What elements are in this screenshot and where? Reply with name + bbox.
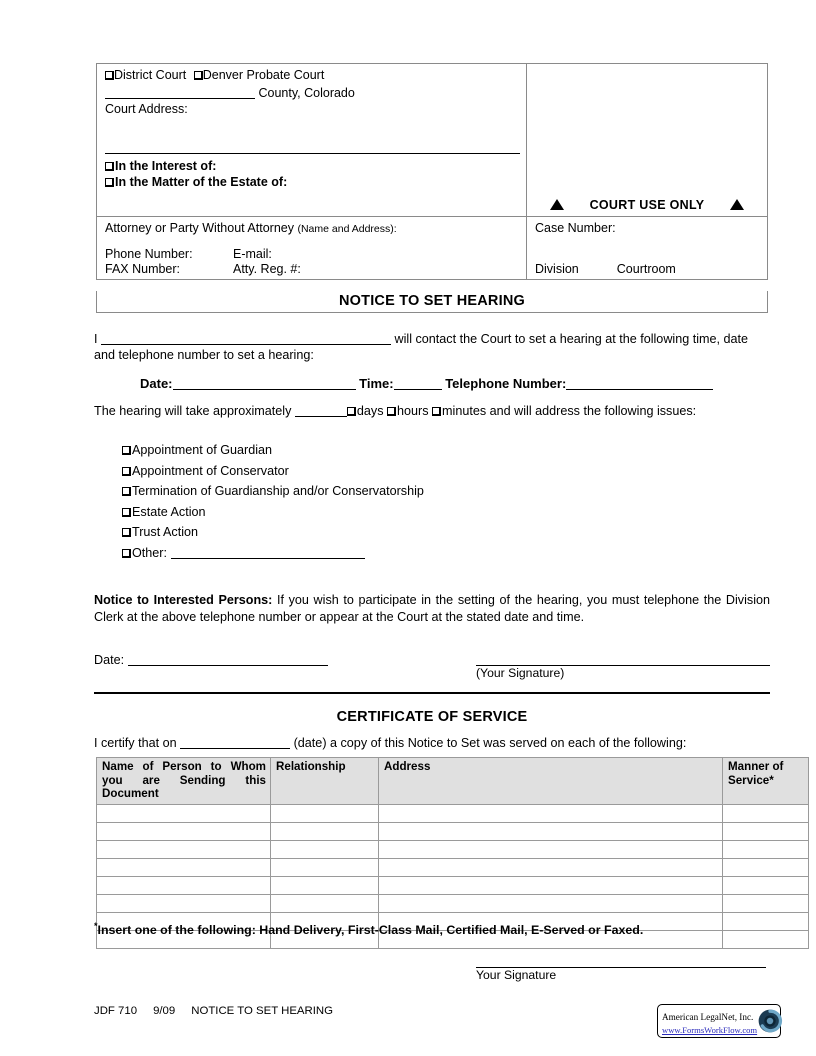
duration-minutes-label: minutes bbox=[442, 404, 487, 418]
issue-guardian-checkbox[interactable] bbox=[122, 446, 131, 455]
legalnet-swirl-icon bbox=[757, 1008, 783, 1034]
cell-address[interactable] bbox=[379, 840, 723, 858]
column-header-manner-of-service: Manner of Service* bbox=[723, 758, 809, 805]
court-address-label: Court Address: bbox=[105, 102, 188, 116]
asterisk-icon: * bbox=[94, 921, 98, 931]
cell-manner[interactable] bbox=[723, 858, 809, 876]
cell-relationship[interactable] bbox=[271, 822, 379, 840]
service-footnote-text: Insert one of the following: Hand Delivery, First-Class Mail, Certified Mail, E-Served or Faxed. bbox=[97, 923, 644, 937]
issue-conservator-label: Appointment of Conservator bbox=[132, 463, 289, 478]
cell-name[interactable] bbox=[97, 858, 271, 876]
cell-name[interactable] bbox=[97, 822, 271, 840]
cell-address[interactable] bbox=[379, 894, 723, 912]
interested-persons-heading: Notice to Interested Persons: bbox=[94, 593, 273, 607]
triangle-right-icon bbox=[730, 199, 744, 210]
issue-trust-action bbox=[122, 522, 424, 543]
issue-guardian-label: Appointment of Guardian bbox=[132, 443, 273, 457]
hearing-time-blank[interactable] bbox=[394, 389, 442, 390]
attorney-title-row bbox=[105, 221, 520, 237]
table-row bbox=[97, 804, 809, 822]
column-header-relationship: Relationship bbox=[271, 758, 379, 805]
case-info-cell bbox=[527, 217, 767, 279]
notice-date-blank[interactable] bbox=[128, 665, 328, 666]
duration-prefix-label: The hearing will take approximately bbox=[94, 404, 292, 418]
legalnet-url-link[interactable]: www.FormsWorkFlow.com bbox=[662, 1024, 758, 1035]
caption-top-row bbox=[97, 64, 767, 216]
issue-other-checkbox[interactable] bbox=[122, 549, 131, 558]
hearing-datetime-row bbox=[94, 376, 770, 391]
certify-date-blank[interactable] bbox=[180, 748, 290, 749]
certify-suffix-label: (date) a copy of this Notice to Set was served on each of the following: bbox=[293, 736, 687, 750]
duration-minutes-checkbox[interactable] bbox=[432, 407, 441, 416]
certificate-title: CERTIFICATE OF SERVICE bbox=[336, 709, 528, 725]
cell-name[interactable] bbox=[97, 804, 271, 822]
caption-inner-divider bbox=[105, 153, 520, 154]
issue-termination-checkbox[interactable] bbox=[122, 487, 131, 496]
issue-estate-action bbox=[122, 502, 424, 523]
hearing-issues-list bbox=[122, 440, 424, 564]
in-the-matter-of-estate-checkbox[interactable] bbox=[105, 178, 114, 187]
issue-appointment-of-conservator bbox=[122, 461, 424, 482]
duration-suffix-label: and will address the following issues: bbox=[489, 404, 697, 418]
triangle-left-icon bbox=[550, 199, 564, 210]
cell-manner[interactable] bbox=[723, 804, 809, 822]
duration-days-label: days bbox=[356, 404, 384, 418]
hearing-duration-row bbox=[94, 404, 784, 418]
issue-termination-label: Termination of Guardianship and/or Conservatorship bbox=[132, 484, 424, 499]
certificate-signature-line[interactable] bbox=[476, 955, 766, 968]
in-the-matter-of-estate-label: In the Matter of the Estate of: bbox=[115, 175, 288, 189]
court-type-checkbox-row bbox=[105, 68, 520, 83]
notice-signature-caption: (Your Signature) bbox=[476, 666, 565, 680]
court-use-only-label: COURT USE ONLY bbox=[589, 198, 705, 212]
issue-other-blank[interactable] bbox=[171, 558, 365, 559]
notice-intro-paragraph bbox=[94, 331, 770, 363]
certificate-signature-caption: Your Signature bbox=[476, 968, 557, 982]
party-checkbox-block bbox=[105, 158, 287, 190]
cell-manner[interactable] bbox=[723, 840, 809, 858]
issue-other bbox=[122, 543, 424, 564]
email-label: E-mail: bbox=[233, 247, 272, 261]
in-the-matter-of-estate-row bbox=[105, 174, 287, 190]
section-divider bbox=[94, 692, 770, 694]
attorney-title-note: (Name and Address): bbox=[297, 223, 397, 235]
caption-bottom-row bbox=[97, 216, 767, 279]
court-caption-box bbox=[96, 63, 768, 280]
cell-manner[interactable] bbox=[723, 876, 809, 894]
cell-name[interactable] bbox=[97, 894, 271, 912]
issue-estate-action-label: Estate Action bbox=[132, 504, 206, 519]
issue-appointment-of-guardian bbox=[122, 440, 424, 461]
footer-form-info bbox=[94, 1005, 333, 1017]
district-court-checkbox[interactable] bbox=[105, 71, 114, 80]
in-the-interest-of-row bbox=[105, 158, 287, 174]
table-row bbox=[97, 876, 809, 894]
cell-address[interactable] bbox=[379, 858, 723, 876]
certificate-signature-block bbox=[476, 955, 766, 983]
issue-conservator-checkbox[interactable] bbox=[122, 467, 131, 476]
table-row bbox=[97, 858, 809, 876]
cell-relationship[interactable] bbox=[271, 858, 379, 876]
duration-hours-label: hours bbox=[397, 404, 429, 418]
atty-reg-label: Atty. Reg. #: bbox=[233, 262, 301, 276]
intro-lead-label: I bbox=[94, 332, 98, 346]
county-blank[interactable] bbox=[105, 98, 255, 99]
footer-form-name: NOTICE TO SET HEARING bbox=[191, 1005, 334, 1017]
county-state-label: County, Colorado bbox=[258, 86, 355, 100]
fax-attyreg-row bbox=[105, 262, 505, 277]
notice-date-signature-row bbox=[94, 653, 770, 680]
intro-rest-text: will contact the Court to set a hearing at the following time, date and telephone number to set a hearing: bbox=[94, 332, 749, 362]
cell-address[interactable] bbox=[379, 804, 723, 822]
contact-name-blank[interactable] bbox=[101, 344, 391, 345]
cell-relationship[interactable] bbox=[271, 804, 379, 822]
american-legalnet-badge bbox=[657, 1004, 781, 1038]
cell-manner[interactable] bbox=[723, 822, 809, 840]
court-identification-cell bbox=[97, 64, 527, 216]
hearing-telephone-label: Telephone Number: bbox=[445, 376, 567, 391]
column-header-address: Address bbox=[379, 758, 723, 805]
interested-persons-body: If you wish to participate in the setting of the hearing, you must telephone the Division Clerk at the above telephone number or appear at the Court at the stated date and time. bbox=[94, 593, 771, 624]
attorney-info-cell bbox=[97, 217, 527, 279]
cell-address[interactable] bbox=[379, 876, 723, 894]
legalnet-company-name: American LegalNet, Inc. bbox=[662, 1011, 754, 1022]
cell-manner[interactable] bbox=[723, 894, 809, 912]
issue-trust-action-label: Trust Action bbox=[132, 525, 199, 540]
notice-signature-line[interactable] bbox=[476, 653, 770, 666]
division-label: Division bbox=[535, 262, 579, 276]
table-row bbox=[97, 894, 809, 912]
cell-relationship[interactable] bbox=[271, 894, 379, 912]
division-courtroom-row bbox=[535, 262, 676, 277]
hearing-date-label: Date: bbox=[140, 376, 173, 391]
phone-email-row bbox=[105, 247, 505, 262]
hearing-telephone-blank[interactable] bbox=[566, 389, 713, 390]
notice-to-interested-persons bbox=[94, 592, 770, 625]
in-the-interest-of-label: In the Interest of: bbox=[115, 159, 217, 173]
certify-statement-row bbox=[94, 736, 784, 750]
table-header-row bbox=[97, 758, 809, 805]
certify-prefix-label: I certify that on bbox=[94, 736, 177, 750]
cell-name[interactable] bbox=[97, 840, 271, 858]
fax-number-label: FAX Number: bbox=[105, 262, 181, 276]
case-number-label: Case Number: bbox=[535, 221, 616, 235]
table-row bbox=[97, 840, 809, 858]
county-line bbox=[105, 85, 520, 101]
column-header-name: Name of Person to Whom you are Sending this Document bbox=[97, 758, 271, 805]
attorney-title-label: Attorney or Party Without Attorney bbox=[105, 221, 294, 235]
duration-amount-blank[interactable] bbox=[295, 416, 347, 417]
service-footnote bbox=[94, 921, 784, 937]
attorney-contact-rows bbox=[105, 247, 505, 277]
court-use-only-cell bbox=[527, 64, 767, 216]
notice-date-label: Date: bbox=[94, 653, 125, 667]
cell-relationship[interactable] bbox=[271, 840, 379, 858]
notice-signature-block bbox=[476, 653, 770, 681]
certificate-of-service-table bbox=[96, 757, 809, 949]
footer-form-number: JDF 710 bbox=[94, 1005, 138, 1017]
legalnet-text-block bbox=[662, 1007, 757, 1035]
cell-name[interactable] bbox=[97, 876, 271, 894]
denver-probate-court-label: Denver Probate Court bbox=[202, 68, 325, 82]
table-row bbox=[97, 822, 809, 840]
denver-probate-court-checkbox[interactable] bbox=[194, 71, 203, 80]
cell-address[interactable] bbox=[379, 822, 723, 840]
phone-number-label: Phone Number: bbox=[105, 247, 193, 261]
issue-termination bbox=[122, 481, 424, 502]
duration-days-checkbox[interactable] bbox=[347, 407, 356, 416]
courtroom-label: Courtroom bbox=[616, 262, 676, 276]
footer-revision-date: 9/09 bbox=[153, 1005, 176, 1017]
issue-trust-action-checkbox[interactable] bbox=[122, 528, 131, 537]
issue-other-label: Other: bbox=[132, 545, 167, 560]
court-use-only-banner bbox=[527, 198, 767, 212]
form-title: NOTICE TO SET HEARING bbox=[96, 291, 768, 313]
hearing-time-label: Time: bbox=[359, 376, 394, 391]
district-court-label: District Court bbox=[114, 68, 187, 82]
cell-relationship[interactable] bbox=[271, 876, 379, 894]
in-the-interest-of-checkbox[interactable] bbox=[105, 162, 114, 171]
duration-hours-checkbox[interactable] bbox=[387, 407, 396, 416]
issue-estate-action-checkbox[interactable] bbox=[122, 508, 131, 517]
hearing-date-blank[interactable] bbox=[173, 389, 356, 390]
